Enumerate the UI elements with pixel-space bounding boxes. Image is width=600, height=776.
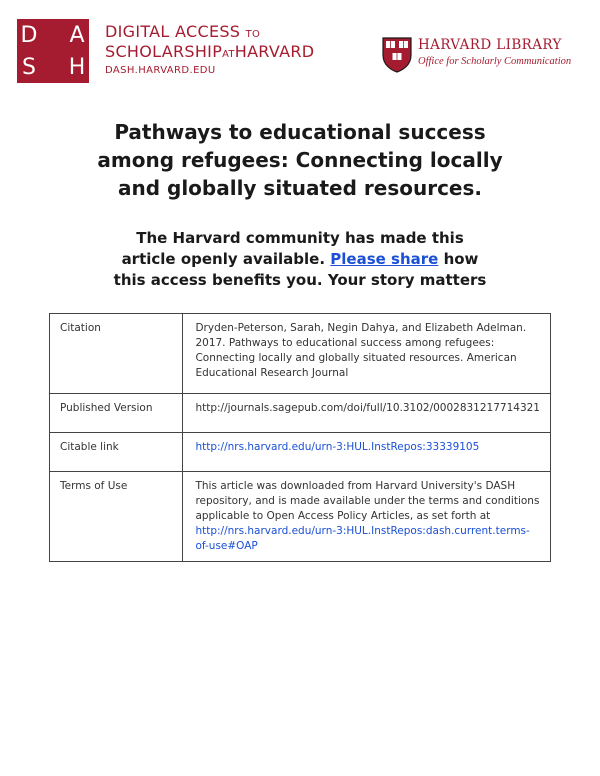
harvard-library-wordmark [418,39,571,67]
please-share-link[interactable]: Please share [330,250,439,268]
notice-line: article openly available. [121,250,326,268]
article-title-line: Pathways to educational success [114,120,486,144]
dash-title-line1: DIGITAL ACCESS [105,22,241,41]
citation-value: Dryden-Peterson, Sarah, Negin Dahya, and Elizabeth Adelman. 2017. Pathways to educational success among refugees: Connecting locally and globally situated resources. American Educational Research Journal [183,314,551,394]
dash-logo-letter: H [68,54,86,80]
article-title-line: and globally situated resources. [117,176,482,200]
dash-url[interactable]: DASH.HARVARD.EDU [105,65,216,76]
table-row [50,472,551,562]
citation-label: Citation [50,314,183,394]
notice-line: how [443,250,479,268]
harvard-shield-icon [382,37,412,73]
dash-logo [17,19,89,83]
terms-of-use-text: This article was downloaded from Harvard University's DASH repository, and is made available under the terms and conditions applicable to Open Access Policy Articles, as set forth at [195,480,540,522]
article-title-line: among refugees: Connecting locally [97,148,503,172]
dash-logo-letter: S [22,54,36,80]
dash-title-line1-small: TO [245,29,261,40]
citable-link[interactable]: http://nrs.harvard.edu/urn-3:HUL.InstRepos:33339105 [195,441,480,453]
table-row [50,433,551,472]
dash-title-line2: SCHOLARSHIP [105,42,223,61]
dash-logo-letter: D [20,22,38,48]
terms-of-use-link[interactable]: http://nrs.harvard.edu/urn-3:HUL.InstRepos:dash.current.terms-of-use#OAP [195,525,530,552]
library-title: HARVARD LIBRARY [418,37,562,53]
library-subtitle: Office for Scholarly Communication [418,55,572,67]
published-version-label: Published Version [50,394,183,433]
published-version-value: http://journals.sagepub.com/doi/full/10.3102/0002831217714321 [183,394,551,433]
table-row [50,394,551,433]
terms-of-use-label: Terms of Use [50,472,183,562]
open-access-notice [60,228,540,291]
dash-wordmark [105,24,314,76]
metadata-table [49,313,551,562]
dash-logo-letter: A [69,22,85,48]
dash-title-line2-end: HARVARD [234,42,315,61]
dash-title-line2-small: AT [222,49,235,60]
table-row [50,314,551,394]
notice-line: The Harvard community has made this [136,229,464,247]
article-title [40,118,560,202]
citable-link-label: Citable link [50,433,183,472]
notice-line: this access benefits you. Your story matters [113,271,487,289]
